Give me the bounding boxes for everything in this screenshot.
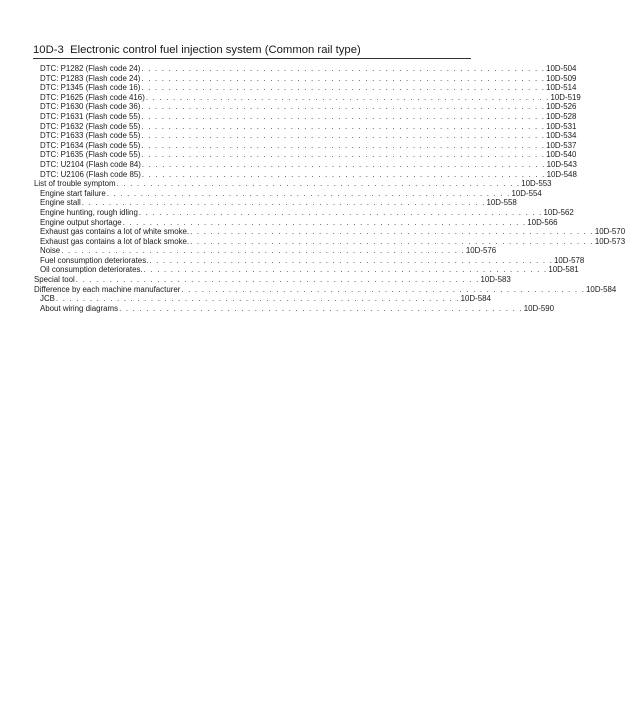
header-rule <box>33 58 471 59</box>
toc-entry-page: 10D-519 <box>550 92 581 102</box>
toc-entry-title: DTC: P1630 (Flash code 36) <box>40 102 141 112</box>
toc-dot-leader: . . . . . . . . . . . . . . . . . . . . . . . . . . . . . . . . . . . . . . . . . . . . . . . . . . . . . . . . . . . . <box>190 227 594 237</box>
toc-entry[interactable] <box>34 169 577 180</box>
toc-entry-title: DTC: U2106 (Flash code 85) <box>40 169 141 179</box>
toc-dot-leader: . . . . . . . . . . . . . . . . . . . . . . . . . . . . . . . . . . . . . . . . . . . . . . . . . . . . . . . . . . . . <box>141 83 546 93</box>
toc-entry-page: 10D-570 <box>594 227 626 237</box>
toc-entry[interactable] <box>34 159 577 170</box>
toc-dot-leader: . . . . . . . . . . . . . . . . . . . . . . . . . . . . . . . . . . . . . . . . . . . . . . . . . . . . . . . . . . . . <box>141 73 546 83</box>
toc-entry-title: DTC: P1345 (Flash code 16) <box>40 83 141 93</box>
toc-entry-title: Oil consumption deteriorates. <box>40 265 143 275</box>
toc-entry-page: 10D-581 <box>548 265 579 275</box>
toc-entry[interactable] <box>34 131 577 141</box>
toc-entry[interactable] <box>34 236 626 247</box>
toc-entry-title: Engine hunting, rough idling <box>40 207 138 217</box>
toc-entry-page: 10D-558 <box>486 198 517 208</box>
toc-entry-page: 10D-566 <box>527 217 558 227</box>
toc-entry-page: 10D-540 <box>546 150 577 160</box>
toc-entry[interactable] <box>34 303 555 314</box>
toc-dot-leader: . . . . . . . . . . . . . . . . . . . . . . . . . . . . . . . . . . . . . . . . . . . . . . . . . . . . . . . . . . . . <box>141 121 546 131</box>
toc-entry-title: Engine stall <box>40 198 81 208</box>
toc-dot-leader: . . . . . . . . . . . . . . . . . . . . . . . . . . . . . . . . . . . . . . . . . . . . . . . . . . . . . . . . . . . . <box>116 179 521 189</box>
toc-entry-title: JCB <box>40 294 55 304</box>
toc-entry[interactable] <box>34 140 577 151</box>
toc-entry-page: 10D-584 <box>586 284 617 294</box>
toc-entry-title: DTC: P1635 (Flash code 55) <box>40 150 141 160</box>
toc-entry-page: 10D-562 <box>543 207 574 217</box>
toc-entry-title: About wiring diagrams <box>40 303 119 313</box>
page-header <box>33 43 471 57</box>
toc-entry[interactable] <box>34 111 577 122</box>
toc-dot-leader: . . . . . . . . . . . . . . . . . . . . . . . . . . . . . . . . . . . . . . . . . . . . . . . . . . . . . . . . . . . . <box>141 150 546 160</box>
toc-entry-page: 10D-548 <box>546 169 577 179</box>
toc-dot-leader: . . . . . . . . . . . . . . . . . . . . . . . . . . . . . . . . . . . . . . . . . . . . . . . . . . . . . . . . . . . . <box>190 236 594 246</box>
toc-entry-title: DTC: P1633 (Flash code 55) <box>40 131 141 141</box>
toc-entry[interactable] <box>34 246 497 256</box>
toc-entry[interactable] <box>34 265 579 275</box>
toc-entry-page: 10D-553 <box>521 179 552 189</box>
toc-dot-leader: . . . . . . . . . . . . . . . . . . . . . . . . . . . . . . . . . . . . . . . . . . . . . . . . . . . . . . . . . . . . <box>141 169 546 179</box>
toc-dot-leader: . . . . . . . . . . . . . . . . . . . . . . . . . . . . . . . . . . . . . . . . . . . . . . . . . . . . . . . . . . . . <box>145 92 550 102</box>
toc-entry-page: 10D-583 <box>480 275 511 285</box>
toc-entry[interactable] <box>34 275 511 285</box>
toc-entry[interactable] <box>34 227 626 237</box>
section-number: 10D-3 <box>33 44 64 56</box>
toc-entry-page: 10D-531 <box>546 121 577 131</box>
toc-entry-page: 10D-554 <box>511 188 542 198</box>
toc-entry-title: DTC: P1634 (Flash code 55) <box>40 140 141 150</box>
toc-entry[interactable] <box>34 188 542 199</box>
toc-entry-title: DTC: P1283 (Flash code 24) <box>40 73 141 83</box>
toc-entry-title: DTC: P1631 (Flash code 55) <box>40 111 141 121</box>
toc-entry-title: Noise <box>40 246 61 256</box>
toc-entry-page: 10D-504 <box>546 64 577 73</box>
toc-entry-page: 10D-514 <box>546 83 577 93</box>
toc-dot-leader: . . . . . . . . . . . . . . . . . . . . . . . . . . . . . . . . . . . . . . . . . . . . . . . . . . . . . . . . . . . . <box>141 159 546 169</box>
toc-entry[interactable] <box>34 150 577 160</box>
toc-entry-title: DTC: P1282 (Flash code 24) <box>40 64 141 73</box>
toc-entry[interactable] <box>34 198 517 208</box>
toc-dot-leader: . . . . . . . . . . . . . . . . . . . . . . . . . . . . . . . . . . . . . . . . . . . . . . . . . . . . . . . . . . . . <box>55 294 460 304</box>
toc-dot-leader: . . . . . . . . . . . . . . . . . . . . . . . . . . . . . . . . . . . . . . . . . . . . . . . . . . . . . . . . . . . . <box>106 188 511 198</box>
toc-entry-title: Fuel consumption deteriorates. <box>40 255 149 265</box>
toc-entry-title: DTC: U2104 (Flash code 84) <box>40 159 141 169</box>
toc-entry[interactable] <box>34 64 577 74</box>
toc-entry-title: Exhaust gas contains a lot of black smoke. <box>40 236 190 246</box>
toc-dot-leader: . . . . . . . . . . . . . . . . . . . . . . . . . . . . . . . . . . . . . . . . . . . . . . . . . . . . . . . . . . . . <box>141 111 546 121</box>
toc-dot-leader: . . . . . . . . . . . . . . . . . . . . . . . . . . . . . . . . . . . . . . . . . . . . . . . . . . . . . . . . . . . . <box>75 275 480 285</box>
toc-entry[interactable] <box>34 217 558 228</box>
table-of-contents <box>34 64 626 313</box>
toc-entry-title: Difference by each machine manufacturer <box>34 284 181 294</box>
toc-entry[interactable] <box>34 92 581 103</box>
toc-entry-title: Engine output shortage <box>40 217 122 227</box>
toc-dot-leader: . . . . . . . . . . . . . . . . . . . . . . . . . . . . . . . . . . . . . . . . . . . . . . . . . . . . . . . . . . . . <box>149 255 554 265</box>
toc-entry[interactable] <box>34 294 491 304</box>
toc-dot-leader: . . . . . . . . . . . . . . . . . . . . . . . . . . . . . . . . . . . . . . . . . . . . . . . . . . . . . . . . . . . . <box>141 131 546 141</box>
toc-entry-title: DTC: P1632 (Flash code 55) <box>40 121 141 131</box>
toc-dot-leader: . . . . . . . . . . . . . . . . . . . . . . . . . . . . . . . . . . . . . . . . . . . . . . . . . . . . . . . . . . . . <box>141 102 546 112</box>
toc-entry[interactable] <box>34 102 577 112</box>
toc-entry-title: Engine start failure <box>40 188 106 198</box>
toc-entry-title: Special tool <box>34 275 75 285</box>
toc-entry-page: 10D-578 <box>554 255 585 265</box>
toc-entry[interactable] <box>34 73 577 84</box>
toc-entry-title: DTC: P1625 (Flash code 416) <box>40 92 145 102</box>
toc-dot-leader: . . . . . . . . . . . . . . . . . . . . . . . . . . . . . . . . . . . . . . . . . . . . . . . . . . . . . . . . . . . . <box>143 265 548 275</box>
toc-entry-title: List of trouble symptom <box>34 179 116 189</box>
toc-dot-leader: . . . . . . . . . . . . . . . . . . . . . . . . . . . . . . . . . . . . . . . . . . . . . . . . . . . . . . . . . . . . <box>138 207 543 217</box>
toc-entry-page: 10D-509 <box>546 73 577 83</box>
toc-dot-leader: . . . . . . . . . . . . . . . . . . . . . . . . . . . . . . . . . . . . . . . . . . . . . . . . . . . . . . . . . . . . <box>61 246 465 256</box>
toc-entry-title: Exhaust gas contains a lot of white smoke. <box>40 227 190 237</box>
toc-entry[interactable] <box>34 121 577 132</box>
toc-dot-leader: . . . . . . . . . . . . . . . . . . . . . . . . . . . . . . . . . . . . . . . . . . . . . . . . . . . . . . . . . . . . <box>122 217 527 227</box>
page-title: Electronic control fuel injection system (Common rail type) <box>70 44 361 56</box>
toc-entry-page: 10D-590 <box>523 303 555 313</box>
toc-dot-leader: . . . . . . . . . . . . . . . . . . . . . . . . . . . . . . . . . . . . . . . . . . . . . . . . . . . . . . . . . . . . <box>119 303 523 313</box>
toc-entry[interactable] <box>34 179 552 189</box>
toc-entry-page: 10D-543 <box>546 159 577 169</box>
toc-dot-leader: . . . . . . . . . . . . . . . . . . . . . . . . . . . . . . . . . . . . . . . . . . . . . . . . . . . . . . . . . . . . <box>141 140 546 150</box>
toc-entry-page: 10D-576 <box>465 246 497 256</box>
toc-entry[interactable] <box>34 83 577 93</box>
toc-entry-page: 10D-528 <box>546 111 577 121</box>
toc-entry-page: 10D-534 <box>546 131 577 141</box>
toc-entry[interactable] <box>34 284 617 295</box>
toc-entry-page: 10D-573 <box>594 236 626 246</box>
toc-entry-page: 10D-584 <box>460 294 491 304</box>
toc-dot-leader: . . . . . . . . . . . . . . . . . . . . . . . . . . . . . . . . . . . . . . . . . . . . . . . . . . . . . . . . . . . . <box>81 198 486 208</box>
toc-entry[interactable] <box>34 207 574 218</box>
toc-dot-leader: . . . . . . . . . . . . . . . . . . . . . . . . . . . . . . . . . . . . . . . . . . . . . . . . . . . . . . . . . . . . <box>181 284 586 294</box>
toc-entry[interactable] <box>34 255 585 266</box>
toc-entry-page: 10D-537 <box>546 140 577 150</box>
toc-entry-page: 10D-526 <box>546 102 577 112</box>
toc-dot-leader: . . . . . . . . . . . . . . . . . . . . . . . . . . . . . . . . . . . . . . . . . . . . . . . . . . . . . . . . . . . . <box>141 64 546 73</box>
